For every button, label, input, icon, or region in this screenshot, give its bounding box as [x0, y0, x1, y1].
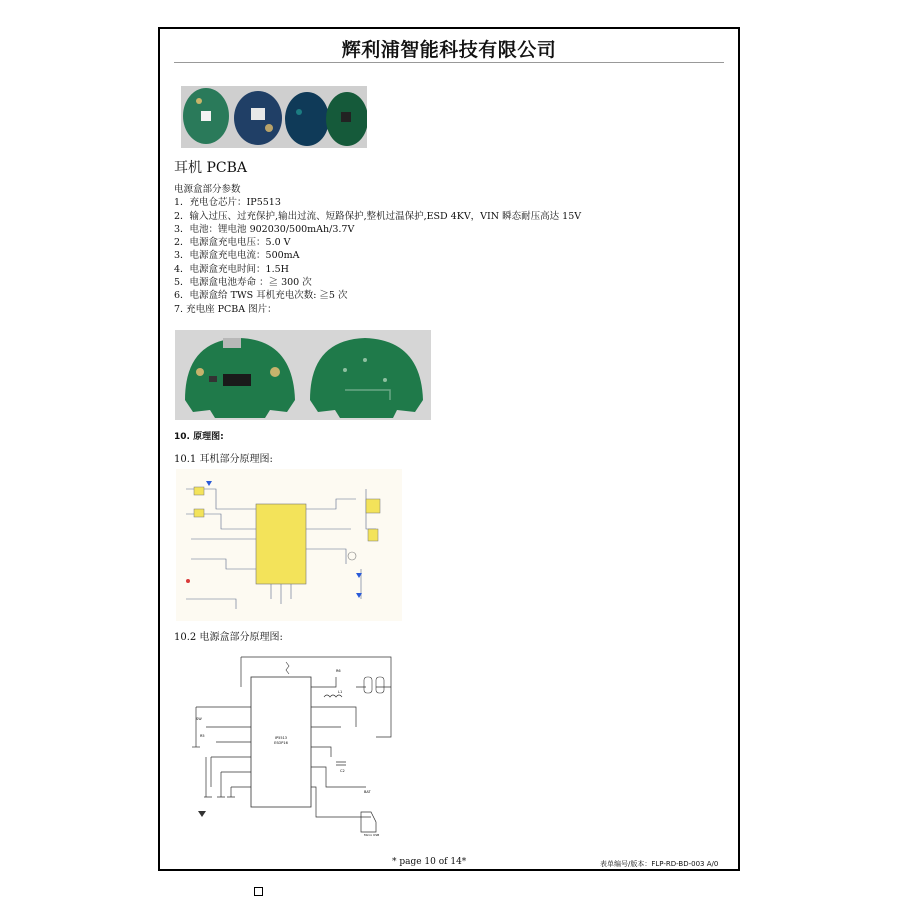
spec-item: 7. 充电座 PCBA 图片：: [174, 303, 277, 315]
document-page: [158, 27, 740, 871]
pcba-title: 耳机 PCBA: [174, 160, 247, 176]
label-l1: L1: [338, 690, 343, 694]
label-sw: SW: [196, 717, 202, 721]
label-micro-usb: Micro USB: [364, 833, 380, 837]
earphone-schematic: [176, 469, 402, 621]
power-box-schematic: [176, 647, 402, 837]
spec-item: 2．电源盒充电电压：5.0 V: [174, 237, 291, 249]
label-r5: R5: [200, 734, 205, 738]
spec-item: 1．充电仓芯片：IP5513: [174, 197, 281, 209]
page-number: * page 10 of 14*: [392, 857, 467, 867]
title-divider: [174, 62, 724, 63]
label-r6: R6: [336, 669, 341, 673]
spec-item: 3．电源盒充电电流：500mA: [174, 250, 300, 262]
spec-item: 3．电池：锂电池 902030/500mAh/3.7V: [174, 223, 355, 235]
specs-heading: 电源盒部分参数: [174, 184, 241, 195]
checkbox[interactable]: [254, 887, 263, 896]
form-number: 表单编号/版本：FLP-RD-BD-003 A/0: [600, 860, 719, 868]
subsection-earphone: 10.1 耳机部分原理图:: [174, 454, 273, 465]
power-box-specs: [174, 183, 581, 316]
spec-item: 2．输入过压、过充保护,输出过流、短路保护,整机过温保护,ESD 4KV，VIN 瞬态耐压高达 15V: [174, 210, 582, 222]
section-heading: 10. 原理图:: [174, 432, 224, 442]
chip-package: ESOP16: [274, 741, 288, 745]
chip-name: IP5513: [274, 736, 288, 740]
label-bat: BAT: [364, 790, 371, 794]
company-title: 辉利浦智能科技有限公司: [341, 39, 557, 61]
label-c2: C2: [340, 769, 345, 773]
spec-item: 5．电源盒电池寿命 ：≧ 300 次: [174, 277, 312, 289]
earphone-pcba-photo: [181, 86, 367, 148]
charging-dock-pcba-photo: [175, 330, 431, 420]
spec-item: 4．电源盒充电时间：1.5H: [174, 263, 289, 275]
spec-item: 6．电源盒给 TWS 耳机充电次数: ≧5 次: [174, 290, 348, 302]
subsection-power-box: 10.2 电源盒部分原理图:: [174, 632, 283, 643]
